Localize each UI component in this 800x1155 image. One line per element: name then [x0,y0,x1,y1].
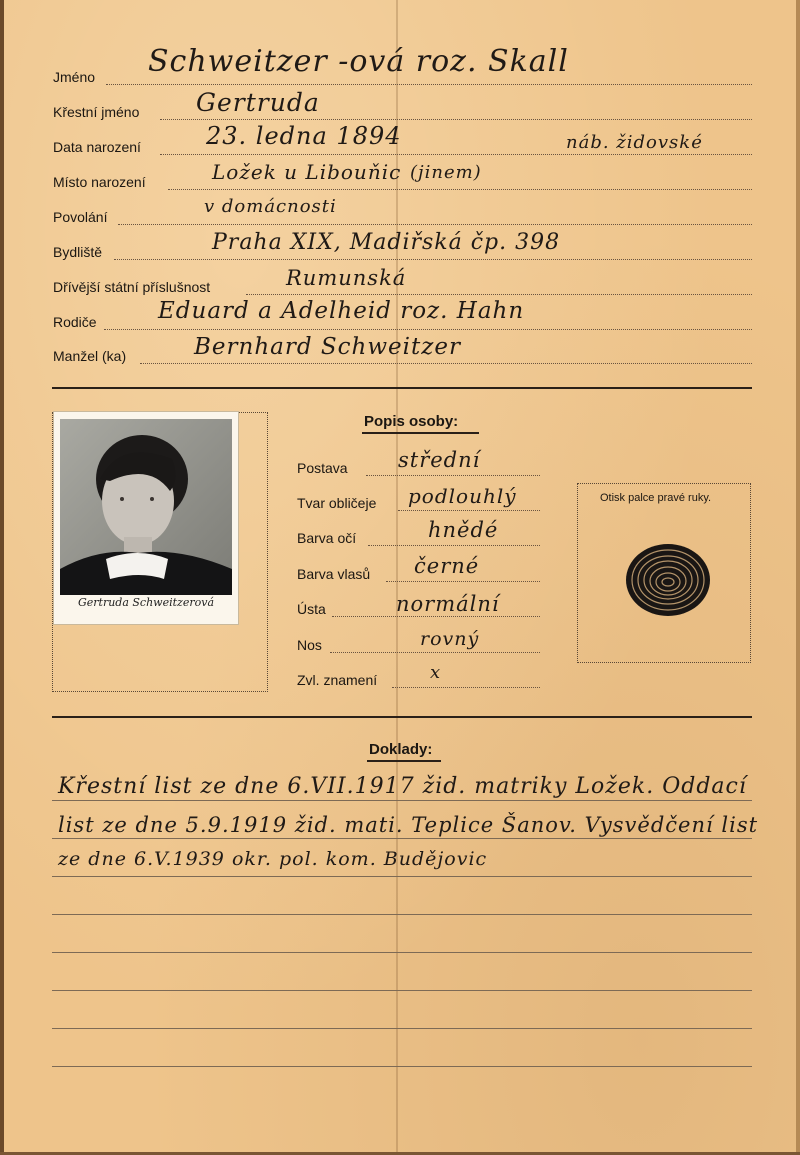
description-heading: Popis osoby: [364,413,459,430]
ruled-line [52,838,752,839]
dotted-line [398,510,540,511]
dotted-line [246,294,752,295]
field-value: 23. ledna 1894 [206,122,402,150]
documents-line: list ze dne 5.9.1919 žid. mati. Teplice Šanov. Vysvědčení list [58,813,759,837]
ruled-line [52,914,752,915]
field-label: Rodiče [53,314,97,330]
thumbprint-label: Otisk palce pravé ruky. [600,492,712,504]
dotted-line [106,84,752,85]
dotted-line [114,259,752,260]
description-label: Ústa [297,601,326,617]
field-label: Jméno [53,69,96,85]
dotted-line [118,224,752,225]
description-label: Barva očí [297,530,357,546]
dotted-line [160,154,752,155]
ruled-line [52,990,752,991]
dotted-line [386,581,540,582]
description-value: podlouhlý [408,484,517,508]
ruled-line [52,1028,752,1029]
portrait-image [60,419,232,595]
heading-underline [362,432,479,434]
heading-underline [367,760,441,762]
dotted-line [140,363,752,364]
thumbprint-icon [622,540,714,620]
description-value: normální [396,592,500,616]
description-label: Zvl. znamení [297,672,378,688]
description-value: hnědé [428,518,499,542]
dotted-line [332,616,540,617]
description-value: černé [414,554,480,578]
dotted-line [168,189,752,190]
section-divider [52,716,752,718]
documents-heading: Doklady: [369,741,433,758]
field-label: Manžel (ka) [53,348,127,364]
dotted-line [366,475,540,476]
documents-line: ze dne 6.V.1939 okr. pol. kom. Budějovic [58,848,488,870]
field-label: Bydliště [53,244,103,260]
description-value: rovný [420,628,480,650]
ruled-line [52,952,752,953]
description-label: Nos [297,637,322,653]
paper-edge [0,0,4,1155]
description-label: Barva vlasů [297,566,371,582]
field-label: Dřívější státní příslušnost [53,279,211,295]
field-label: Křestní jméno [53,104,140,120]
portrait-icon [60,419,232,595]
field-label: Data narození [53,139,141,155]
ruled-line [52,1066,752,1067]
dotted-line [330,652,540,653]
photo-signature: Gertruda Schweitzerová [77,596,215,609]
section-divider [52,387,752,389]
documents-line: Křestní list ze dne 6.VII.1917 žid. matriky Ložek. Oddací [58,774,747,799]
ruled-line [52,800,752,801]
field-value: Schweitzer -ová roz. Skall [148,44,569,79]
field-value: Eduard a Adelheid roz. Hahn [158,298,525,324]
photo [54,412,238,624]
dotted-line [368,545,540,546]
field-value: Bernhard Schweitzer [194,334,461,360]
description-value: x [430,662,442,683]
description-value: střední [398,448,481,472]
field-value: Ložek u Libouňic [212,160,402,184]
dotted-line [104,329,752,330]
ruled-line [52,876,752,877]
field-extra: (jinem) [410,162,482,183]
dotted-line [392,687,540,688]
field-label: Povolání [53,209,108,225]
field-value: Rumunská [286,266,407,290]
description-label: Postava [297,460,348,476]
description-label: Tvar obličeje [297,495,377,511]
field-value: v domácnosti [204,196,337,217]
religion-value: náb. židovské [566,132,703,153]
paper-edge [796,0,800,1155]
field-value: Praha XIX, Madiřská čp. 398 [212,230,561,255]
dotted-line [160,119,752,120]
field-value: Gertruda [196,88,320,117]
field-label: Místo narození [53,174,146,190]
